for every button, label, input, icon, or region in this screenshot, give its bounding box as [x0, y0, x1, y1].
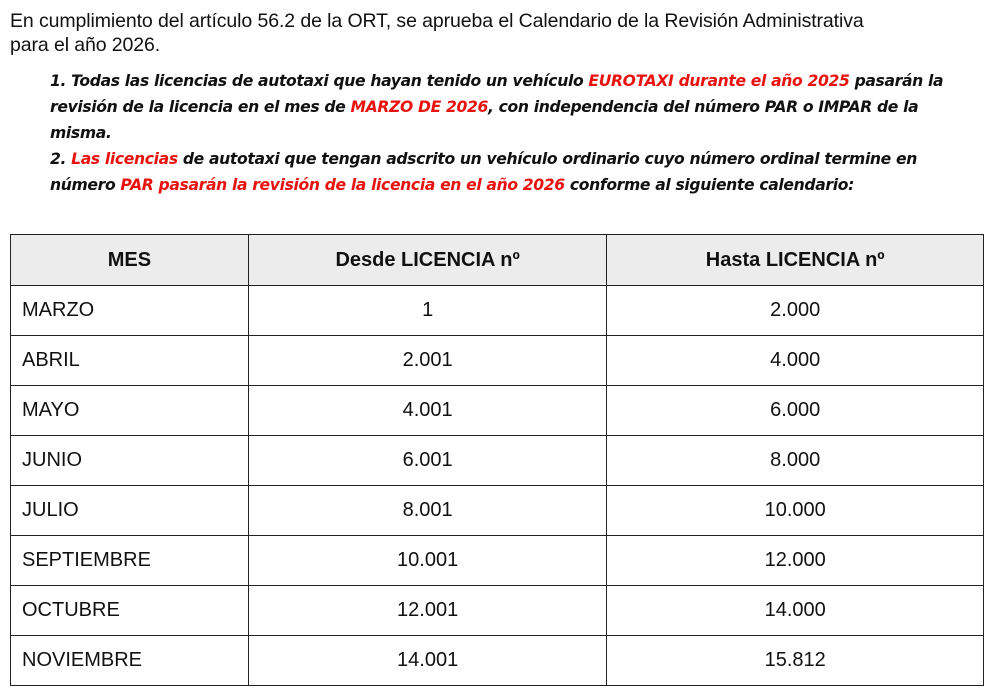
- table-row: [11, 586, 984, 636]
- cell-desde: 10.001: [248, 536, 607, 586]
- cell-desde: 4.001: [248, 386, 607, 436]
- table-row: [11, 636, 984, 686]
- cell-hasta: 10.000: [607, 486, 984, 536]
- cell-desde: 6.001: [248, 436, 607, 486]
- point-1-highlight-marzo: MARZO DE 2026: [350, 98, 488, 116]
- point-1-highlight-eurotaxi: EUROTAXI durante el año 2025: [588, 72, 850, 90]
- table-row: [11, 436, 984, 486]
- table-row: [11, 286, 984, 336]
- table-row: [11, 536, 984, 586]
- table-row: [11, 486, 984, 536]
- cell-mes: MAYO: [11, 386, 249, 436]
- header-hasta: Hasta LICENCIA nº: [607, 235, 984, 286]
- header-mes: MES: [11, 235, 249, 286]
- point-2-highlight-par: PAR pasarán la revisión de la licencia en el año 2026: [120, 176, 565, 194]
- cell-mes: SEPTIEMBRE: [11, 536, 249, 586]
- point-2-highlight-licencias: Las licencias: [71, 150, 178, 168]
- cell-mes: ABRIL: [11, 336, 249, 386]
- point-1-text-e: , con independencia del número PAR o IMPAR de la misma.: [50, 98, 919, 142]
- intro-paragraph: [10, 9, 992, 57]
- cell-desde: 2.001: [248, 336, 607, 386]
- point-2-text-c: de autotaxi que tengan adscrito un vehículo ordinario cuyo número ordinal termine en número: [50, 150, 917, 194]
- point-1: [50, 68, 980, 146]
- cell-hasta: 6.000: [607, 386, 984, 436]
- cell-desde: 14.001: [248, 636, 607, 686]
- point-2-text-e: conforme al siguiente calendario:: [564, 176, 854, 194]
- cell-hasta: 15.812: [607, 636, 984, 686]
- cell-hasta: 2.000: [607, 286, 984, 336]
- table-row: [11, 386, 984, 436]
- table-row: [11, 336, 984, 386]
- cell-mes: JUNIO: [11, 436, 249, 486]
- cell-mes: NOVIEMBRE: [11, 636, 249, 686]
- intro-line-2: para el año 2026.: [10, 34, 161, 56]
- table-header-row: [11, 235, 984, 286]
- points-list: [50, 68, 980, 198]
- point-1-text-c: pasarán la revisión de la licencia en el mes de: [50, 72, 944, 116]
- cell-desde: 12.001: [248, 586, 607, 636]
- cell-desde: 8.001: [248, 486, 607, 536]
- cell-mes: JULIO: [11, 486, 249, 536]
- header-desde: Desde LICENCIA nº: [248, 235, 607, 286]
- cell-hasta: 8.000: [607, 436, 984, 486]
- cell-hasta: 14.000: [607, 586, 984, 636]
- cell-mes: MARZO: [11, 286, 249, 336]
- calendar-table: [10, 234, 984, 686]
- point-2: [50, 146, 980, 198]
- intro-line-1: En cumplimiento del artículo 56.2 de la ORT, se aprueba el Calendario de la Revisión Administrativa: [10, 10, 864, 32]
- cell-hasta: 4.000: [607, 336, 984, 386]
- cell-mes: OCTUBRE: [11, 586, 249, 636]
- cell-desde: 1: [248, 286, 607, 336]
- point-2-text-a: 2.: [50, 150, 72, 168]
- point-1-text-a: 1. Todas las licencias de autotaxi que hayan tenido un vehículo: [50, 72, 589, 90]
- cell-hasta: 12.000: [607, 536, 984, 586]
